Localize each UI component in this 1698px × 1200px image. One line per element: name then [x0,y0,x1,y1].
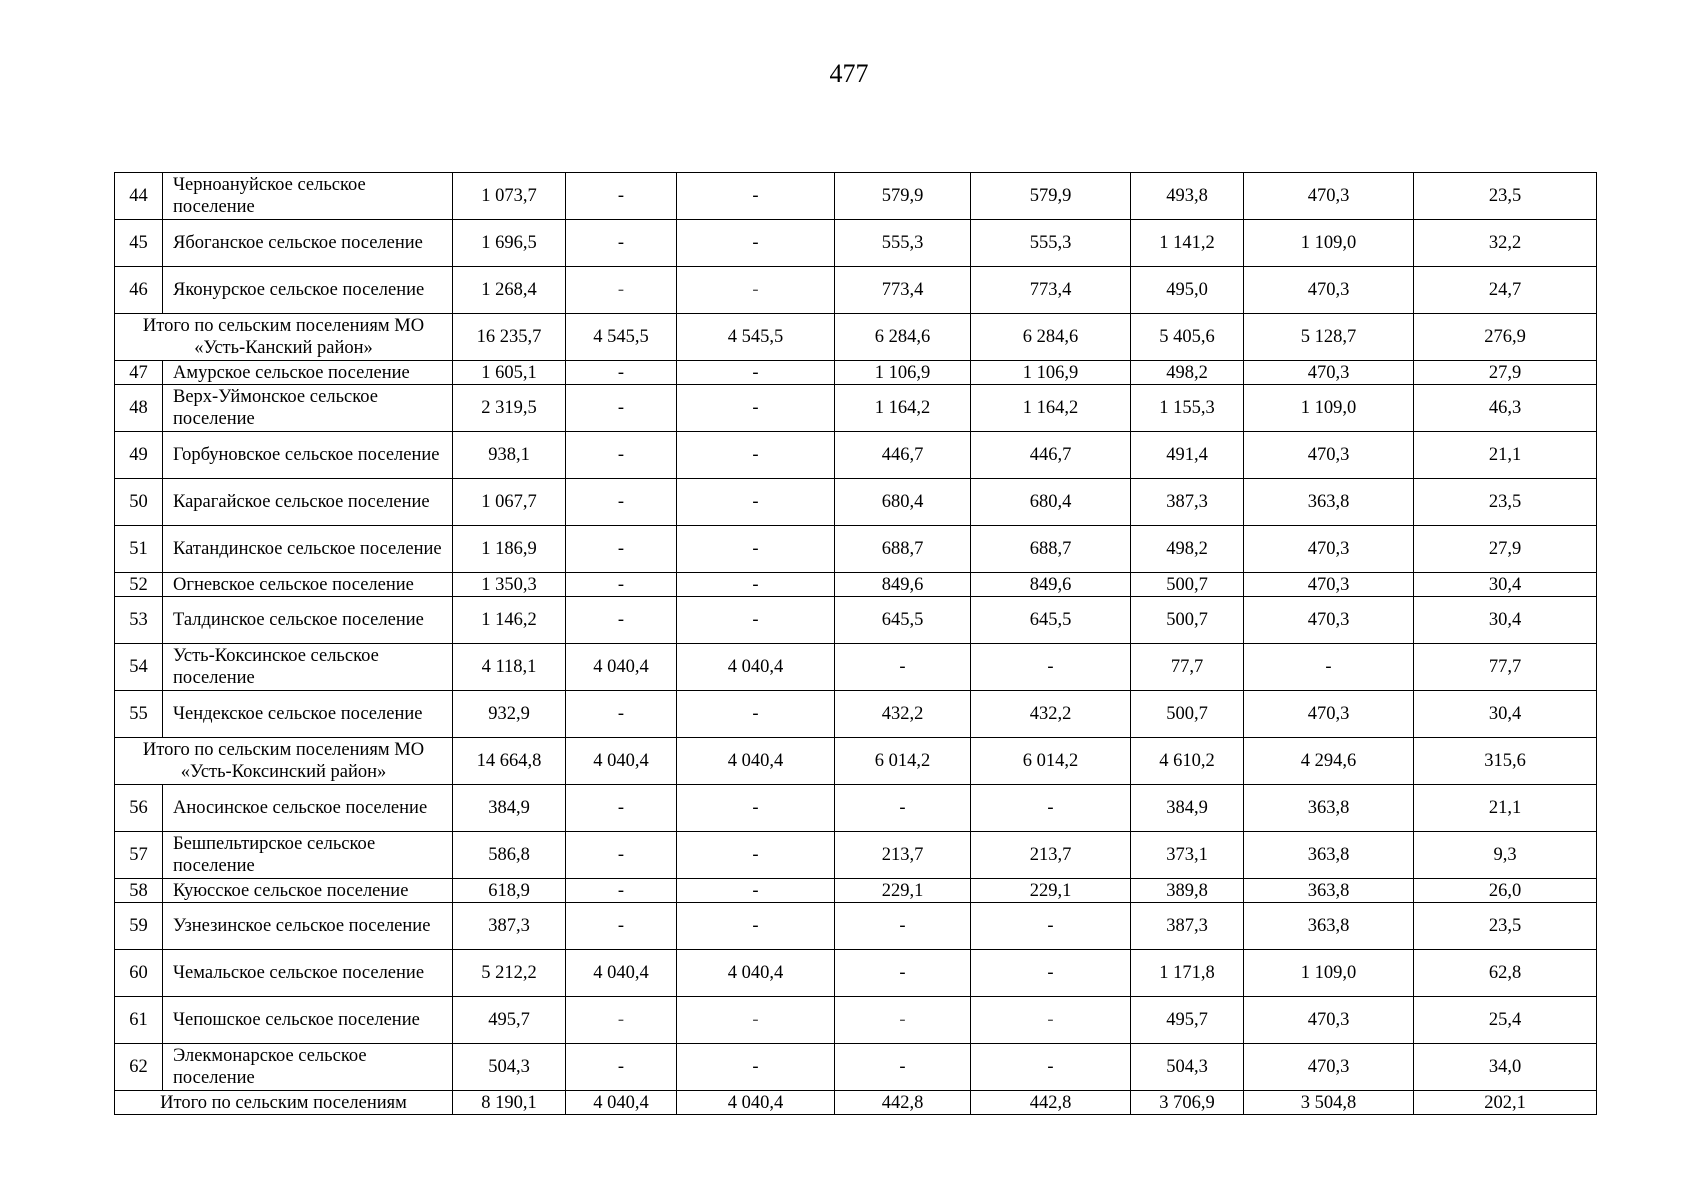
total-label: Итого по сельским поселениям МО «Усть-Коксинский район» [115,738,453,785]
value-cell: - [677,267,835,314]
value-cell: 2 319,5 [453,385,566,432]
value-cell: 498,2 [1131,361,1244,385]
row-number: 49 [115,432,163,479]
value-cell: 849,6 [835,573,971,597]
row-number: 57 [115,832,163,879]
value-cell: 27,9 [1414,526,1597,573]
table-row [115,597,1597,644]
value-cell: 384,9 [453,785,566,832]
row-number: 59 [115,903,163,950]
value-cell: - [566,1044,677,1091]
settlement-name: Аносинское сельское поселение [163,785,453,832]
value-cell: 213,7 [971,832,1131,879]
value-cell: 500,7 [1131,597,1244,644]
total-row [115,314,1597,361]
value-cell: 1 164,2 [971,385,1131,432]
value-cell: 229,1 [835,879,971,903]
row-number: 51 [115,526,163,573]
value-cell: 4 610,2 [1131,738,1244,785]
settlement-name: Талдинское сельское поселение [163,597,453,644]
value-cell: - [566,903,677,950]
value-cell: 4 040,4 [566,950,677,997]
value-cell: 1 186,9 [453,526,566,573]
value-cell: - [971,903,1131,950]
table-row [115,385,1597,432]
value-cell: - [1244,644,1414,691]
value-cell: 470,3 [1244,691,1414,738]
value-cell: 849,6 [971,573,1131,597]
value-cell: 932,9 [453,691,566,738]
value-cell: - [677,573,835,597]
row-number: 46 [115,267,163,314]
value-cell: 21,1 [1414,432,1597,479]
row-number: 60 [115,950,163,997]
value-cell: 1 073,7 [453,173,566,220]
value-cell: - [566,220,677,267]
value-cell: 4 118,1 [453,644,566,691]
value-cell: - [835,997,971,1044]
value-cell: 3 706,9 [1131,1091,1244,1115]
value-cell: 30,4 [1414,597,1597,644]
table-row [115,526,1597,573]
value-cell: 1 106,9 [835,361,971,385]
settlement-name: Бешпельтирское сельское поселение [163,832,453,879]
value-cell: 4 294,6 [1244,738,1414,785]
value-cell: 688,7 [971,526,1131,573]
value-cell: 773,4 [835,267,971,314]
settlement-name: Узнезинское сельское поселение [163,903,453,950]
value-cell: 504,3 [1131,1044,1244,1091]
value-cell: 470,3 [1244,173,1414,220]
value-cell: - [971,1044,1131,1091]
row-number: 54 [115,644,163,691]
value-cell: 5 128,7 [1244,314,1414,361]
value-cell: 470,3 [1244,361,1414,385]
value-cell: 77,7 [1414,644,1597,691]
table-row [115,879,1597,903]
settlement-name: Верх-Уймонское сельское поселение [163,385,453,432]
value-cell: 213,7 [835,832,971,879]
value-cell: - [566,385,677,432]
table-row [115,903,1597,950]
settlement-name: Горбуновское сельское поселение [163,432,453,479]
value-cell: 27,9 [1414,361,1597,385]
value-cell: - [566,173,677,220]
value-cell: 446,7 [971,432,1131,479]
table-row [115,220,1597,267]
value-cell: 555,3 [835,220,971,267]
value-cell: 6 014,2 [835,738,971,785]
value-cell: 680,4 [835,479,971,526]
value-cell: 579,9 [835,173,971,220]
value-cell: 555,3 [971,220,1131,267]
table-row [115,644,1597,691]
value-cell: 46,3 [1414,385,1597,432]
settlement-name: Ябоганское сельское поселение [163,220,453,267]
value-cell: 470,3 [1244,573,1414,597]
value-cell: 1 106,9 [971,361,1131,385]
total-row [115,738,1597,785]
value-cell: 442,8 [971,1091,1131,1115]
value-cell: 202,1 [1414,1091,1597,1115]
value-cell: - [566,997,677,1044]
value-cell: - [835,903,971,950]
table-row [115,997,1597,1044]
value-cell: 315,6 [1414,738,1597,785]
value-cell: 470,3 [1244,597,1414,644]
value-cell: 26,0 [1414,879,1597,903]
value-cell: - [566,573,677,597]
value-cell: 276,9 [1414,314,1597,361]
value-cell: - [677,526,835,573]
value-cell: 500,7 [1131,573,1244,597]
value-cell: 387,3 [1131,903,1244,950]
value-cell: 4 040,4 [566,644,677,691]
value-cell: 1 605,1 [453,361,566,385]
value-cell: 470,3 [1244,526,1414,573]
value-cell: 30,4 [1414,573,1597,597]
table-row [115,785,1597,832]
value-cell: 363,8 [1244,479,1414,526]
value-cell: - [835,950,971,997]
value-cell: 6 284,6 [971,314,1131,361]
value-cell: - [677,432,835,479]
value-cell: 470,3 [1244,432,1414,479]
value-cell: 62,8 [1414,950,1597,997]
value-cell: 4 040,4 [566,1091,677,1115]
value-cell: 23,5 [1414,479,1597,526]
value-cell: - [677,385,835,432]
value-cell: 500,7 [1131,691,1244,738]
value-cell: 5 212,2 [453,950,566,997]
value-cell: 1 109,0 [1244,385,1414,432]
settlement-name: Чендекское сельское поселение [163,691,453,738]
value-cell: 470,3 [1244,1044,1414,1091]
value-cell: 363,8 [1244,832,1414,879]
total-label: Итого по сельским поселениям [115,1091,453,1115]
settlement-name: Черноануйское сельское поселение [163,173,453,220]
value-cell: 363,8 [1244,879,1414,903]
table-row [115,432,1597,479]
value-cell: 6 014,2 [971,738,1131,785]
value-cell: 1 171,8 [1131,950,1244,997]
value-cell: 495,7 [1131,997,1244,1044]
page-number: 477 [829,59,869,88]
value-cell: 1 109,0 [1244,950,1414,997]
settlement-name: Чепошское сельское поселение [163,997,453,1044]
table-row [115,173,1597,220]
value-cell: - [677,879,835,903]
value-cell: 495,0 [1131,267,1244,314]
value-cell: 1 696,5 [453,220,566,267]
value-cell: 4 545,5 [677,314,835,361]
value-cell: - [677,220,835,267]
value-cell: - [566,785,677,832]
value-cell: 498,2 [1131,526,1244,573]
value-cell: 938,1 [453,432,566,479]
value-cell: 618,9 [453,879,566,903]
value-cell: 363,8 [1244,903,1414,950]
value-cell: - [677,832,835,879]
value-cell: 4 040,4 [677,738,835,785]
total-label: Итого по сельским поселениям МО «Усть-Канский район» [115,314,453,361]
settlement-name: Куюсское сельское поселение [163,879,453,903]
settlement-name: Элекмонарское сельское поселение [163,1044,453,1091]
table-row [115,267,1597,314]
value-cell: - [677,173,835,220]
value-cell: 373,1 [1131,832,1244,879]
value-cell: 387,3 [1131,479,1244,526]
value-cell: - [566,267,677,314]
settlement-name: Яконурское сельское поселение [163,267,453,314]
row-number: 56 [115,785,163,832]
total-row [115,1091,1597,1115]
value-cell: 470,3 [1244,997,1414,1044]
value-cell: 1 155,3 [1131,385,1244,432]
row-number: 44 [115,173,163,220]
value-cell: 504,3 [453,1044,566,1091]
table-row [115,950,1597,997]
value-cell: - [971,644,1131,691]
row-number: 61 [115,997,163,1044]
value-cell: 77,7 [1131,644,1244,691]
value-cell: 442,8 [835,1091,971,1115]
value-cell: 773,4 [971,267,1131,314]
value-cell: 4 040,4 [677,644,835,691]
value-cell: - [835,1044,971,1091]
value-cell: 680,4 [971,479,1131,526]
value-cell: 470,3 [1244,267,1414,314]
table-row [115,361,1597,385]
value-cell: - [566,432,677,479]
value-cell: - [835,785,971,832]
row-number: 48 [115,385,163,432]
value-cell: - [566,479,677,526]
value-cell: 1 350,3 [453,573,566,597]
value-cell: 579,9 [971,173,1131,220]
value-cell: 3 504,8 [1244,1091,1414,1115]
value-cell: - [677,479,835,526]
value-cell: 1 109,0 [1244,220,1414,267]
row-number: 47 [115,361,163,385]
value-cell: 24,7 [1414,267,1597,314]
value-cell: 432,2 [971,691,1131,738]
value-cell: 1 268,4 [453,267,566,314]
row-number: 45 [115,220,163,267]
value-cell: 387,3 [453,903,566,950]
value-cell: 688,7 [835,526,971,573]
value-cell: 8 190,1 [453,1091,566,1115]
budget-table [114,172,1597,1115]
value-cell: - [677,1044,835,1091]
table-row [115,479,1597,526]
value-cell: 25,4 [1414,997,1597,1044]
value-cell: 23,5 [1414,173,1597,220]
value-cell: 363,8 [1244,785,1414,832]
settlement-name: Амурское сельское поселение [163,361,453,385]
value-cell: 1 164,2 [835,385,971,432]
value-cell: - [677,903,835,950]
value-cell: 1 146,2 [453,597,566,644]
value-cell: - [566,691,677,738]
value-cell: 4 040,4 [566,738,677,785]
settlement-name: Чемальское сельское поселение [163,950,453,997]
value-cell: - [566,879,677,903]
row-number: 62 [115,1044,163,1091]
value-cell: 1 141,2 [1131,220,1244,267]
value-cell: 4 040,4 [677,1091,835,1115]
table-row [115,691,1597,738]
settlement-name: Катандинское сельское поселение [163,526,453,573]
value-cell: - [677,361,835,385]
value-cell: 23,5 [1414,903,1597,950]
value-cell: 495,7 [453,997,566,1044]
value-cell: - [971,950,1131,997]
value-cell: - [566,526,677,573]
row-number: 52 [115,573,163,597]
settlement-name: Усть-Коксинское сельское поселение [163,644,453,691]
value-cell: 9,3 [1414,832,1597,879]
row-number: 53 [115,597,163,644]
row-number: 55 [115,691,163,738]
value-cell: 4 040,4 [677,950,835,997]
row-number: 58 [115,879,163,903]
value-cell: 493,8 [1131,173,1244,220]
value-cell: 4 545,5 [566,314,677,361]
table-row [115,1044,1597,1091]
table-row [115,832,1597,879]
value-cell: - [677,691,835,738]
value-cell: 32,2 [1414,220,1597,267]
value-cell: 30,4 [1414,691,1597,738]
value-cell: 14 664,8 [453,738,566,785]
value-cell: - [677,597,835,644]
value-cell: - [677,997,835,1044]
value-cell: 432,2 [835,691,971,738]
value-cell: - [566,832,677,879]
value-cell: 586,8 [453,832,566,879]
value-cell: 389,8 [1131,879,1244,903]
value-cell: 491,4 [1131,432,1244,479]
value-cell: 34,0 [1414,1044,1597,1091]
value-cell: - [566,597,677,644]
value-cell: 1 067,7 [453,479,566,526]
value-cell: 645,5 [835,597,971,644]
settlement-name: Карагайское сельское поселение [163,479,453,526]
value-cell: - [835,644,971,691]
table-body [115,173,1597,1115]
row-number: 50 [115,479,163,526]
value-cell: 384,9 [1131,785,1244,832]
value-cell: - [566,361,677,385]
value-cell: 229,1 [971,879,1131,903]
table-row [115,573,1597,597]
value-cell: 5 405,6 [1131,314,1244,361]
value-cell: - [677,785,835,832]
value-cell: - [971,785,1131,832]
settlement-name: Огневское сельское поселение [163,573,453,597]
value-cell: 6 284,6 [835,314,971,361]
value-cell: - [971,997,1131,1044]
value-cell: 446,7 [835,432,971,479]
value-cell: 21,1 [1414,785,1597,832]
value-cell: 16 235,7 [453,314,566,361]
value-cell: 645,5 [971,597,1131,644]
